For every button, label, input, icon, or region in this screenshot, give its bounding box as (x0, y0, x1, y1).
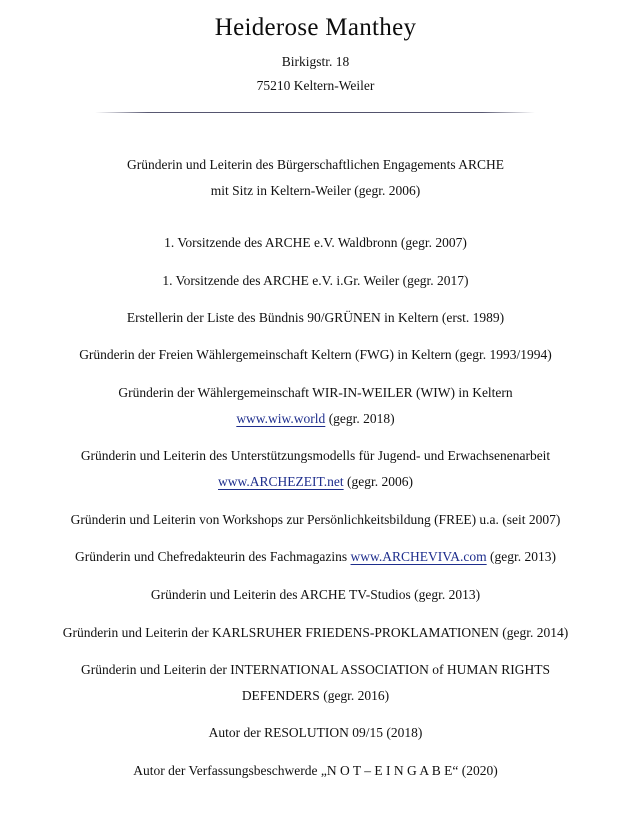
list-item (0, 342, 631, 368)
list-item (0, 582, 631, 608)
entry-text: Gründerin und Chefredakteurin des Fachmagazins (74, 549, 351, 564)
entry-text: Gründerin und Leiterin der KARLSRUHER FRIEDENS-PROKLAMATIONEN (gegr. 2014) (62, 625, 569, 640)
list-item (0, 507, 631, 533)
entry-text: 1. Vorsitzende des ARCHE e.V. i.Gr. Weiler (gegr. 2017) (162, 273, 469, 288)
list-item (0, 230, 631, 256)
list-item (0, 657, 631, 709)
entry-text: Gründerin der Wählergemeinschaft WIR-IN-WEILER (WIW) in Keltern (118, 385, 513, 400)
list-item (0, 758, 631, 784)
entry-text: Gründerin und Leiterin des Unterstützungsmodells für Jugend- und Erwachsenenarbeit (80, 448, 551, 463)
entry-text: (gegr. 2013) (486, 549, 557, 564)
entry-text: mit Sitz in Keltern-Weiler (gegr. 2006) (210, 183, 421, 198)
list-item (0, 152, 631, 204)
entry-text: Autor der RESOLUTION 09/15 (2018) (208, 725, 423, 740)
list-item (0, 720, 631, 746)
entry-text: Gründerin und Leiterin des ARCHE TV-Studios (gegr. 2013) (150, 587, 481, 602)
entry-text: Gründerin und Leiterin des Bürgerschaftlichen Engagements ARCHE (127, 157, 504, 172)
entry-text: Gründerin der Freien Wählergemeinschaft Keltern (FWG) in Keltern (gegr. 1993/1994) (79, 347, 552, 362)
entry-text: (gegr. 2018) (325, 411, 395, 426)
entry-text: DEFENDERS (gegr. 2016) (241, 688, 390, 703)
archezeit-website-link[interactable]: www.ARCHEZEIT.net (218, 474, 344, 489)
list-item (0, 305, 631, 331)
list-item (0, 443, 631, 495)
entry-text: Erstellerin der Liste des Bündnis 90/GRÜNEN in Keltern (erst. 1989) (126, 310, 505, 325)
list-item (0, 620, 631, 646)
address-city: 75210 Keltern-Weiler (256, 78, 375, 93)
entry-text: Gründerin und Leiterin von Workshops zur Persönlichkeitsbildung (FREE) u.a. (seit 2007) (70, 512, 561, 527)
header-divider (95, 112, 535, 113)
list-item (0, 380, 631, 432)
list-item (0, 544, 631, 570)
wiw-website-link[interactable]: www.wiw.world (236, 411, 326, 426)
entry-text: Autor der Verfassungsbeschwerde „N O T – E I N G A B E“ (2020) (133, 763, 498, 778)
entry-text: Gründerin und Leiterin der INTERNATIONAL ASSOCIATION of HUMAN RIGHTS (81, 662, 550, 677)
entry-text: 1. Vorsitzende des ARCHE e.V. Waldbronn (gegr. 2007) (164, 235, 467, 250)
address-street: Birkigstr. 18 (281, 54, 350, 69)
list-item (0, 268, 631, 294)
entry-text: (gegr. 2006) (343, 474, 413, 489)
author-name: Heiderose Manthey (214, 14, 417, 41)
archeviva-website-link[interactable]: www.ARCHEVIVA.com (350, 549, 487, 564)
